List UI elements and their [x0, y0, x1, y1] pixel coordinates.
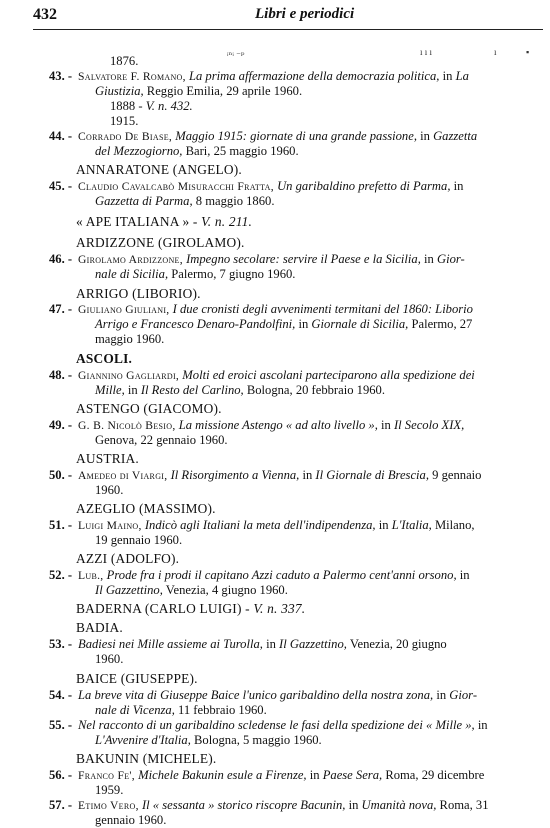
entry-text-cont: nale di Sicilia, Palermo, 7 giugno 1960. [95, 267, 296, 281]
entry-number: 44. - [49, 129, 73, 143]
entry-text: Girolamo Ardizzone, Impegno secolare: servire il Paese e la Sicilia, in Gior- [78, 252, 465, 266]
scan-mark: ı ı ı [420, 47, 433, 57]
entry-number: 48. - [49, 368, 73, 382]
page-number: 432 [33, 6, 57, 23]
entry-text-cont: 19 gennaio 1960. [95, 533, 183, 547]
entry-number: 54. - [49, 688, 73, 702]
subject-heading: ANNARATONE (ANGELO). [76, 162, 242, 177]
subject-heading: ASCOLI. [76, 351, 133, 366]
entry-text-cont: maggio 1960. [95, 332, 165, 346]
entry-number: 46. - [49, 252, 73, 266]
running-title: Libri e periodici [255, 6, 355, 22]
entry-text: Lub., Prode fra i prodi il capitano Azzi caduto a Palermo cent'anni orsono, in [78, 568, 470, 582]
entry-number: 45. - [49, 179, 73, 193]
subject-heading: AZEGLIO (MASSIMO). [76, 501, 216, 516]
entry-text: Amedeo di Viargi, Il Risorgimento a Vienna, in Il Giornale di Brescia, 9 gennaio [78, 468, 482, 482]
entry-text: Giuliano Giuliani, I due cronisti degli avvenimenti termitani del 1860: Liborio [78, 302, 473, 316]
entry-text: La breve vita di Giuseppe Baice l'unico garibaldino della nostra zona, in Gior- [78, 688, 478, 702]
entry-number: 43. - [49, 69, 73, 83]
entry-number: 53. - [49, 637, 73, 651]
entry-text-cont: Il Gazzettino, Venezia, 4 giugno 1960. [95, 583, 288, 597]
entry-text: Corrado De Biase, Maggio 1915: giornate di una grande passione, in Gazzetta [78, 129, 478, 143]
entry-text-cont: Arrigo e Francesco Denaro-Pandolfini, in Giornale di Sicilia, Palermo, 27 [95, 317, 473, 331]
subject-heading: ARDIZZONE (GIROLAMO). [76, 235, 245, 250]
entry-number: 47. - [49, 302, 73, 316]
entry-text-cont: nale di Vicenza, 11 febbraio 1960. [95, 703, 267, 717]
subject-heading: « APE ITALIANA » - V. n. 211. [76, 214, 253, 229]
scan-mark: ᵢₙᵢ ₋ₚ [227, 47, 245, 57]
entry-text-cont: Giustizia, Reggio Emilia, 29 aprile 1960. [95, 84, 303, 98]
entry-text-cont: 1915. [110, 114, 139, 128]
entry-text: G. B. Nicolò Besio, La missione Astengo « ad alto livello », in Il Secolo XIX, [78, 418, 465, 432]
entry-text-cont: 1960. [95, 483, 124, 497]
entry-text: Franco Fe', Michele Bakunin esule a Firenze, in Paese Sera, Roma, 29 dicembre [78, 768, 485, 782]
entry-number: 49. - [49, 418, 73, 432]
header-rule [33, 29, 543, 30]
entry-text: Etimo Vero, Il « sessanta » storico riscopre Bacunin, in Umanità nova, Roma, 31 [78, 798, 489, 812]
entry-text: Claudio Cavalcabò Misuracchi Fratta, Un garibaldino prefetto di Parma, in [78, 179, 464, 193]
subject-heading: AUSTRIA. [76, 451, 139, 466]
entry-text-cont: gennaio 1960. [95, 813, 167, 827]
entry-text: Salvatore F. Romano, La prima affermazione della democrazia politica, in La [78, 69, 469, 83]
entry-text: Badiesi nei Mille assieme ai Turolla, in Il Gazzettino, Venezia, 20 giugno [78, 637, 447, 651]
subject-heading: BADIA. [76, 620, 123, 635]
subject-heading: BAKUNIN (MICHELE). [76, 751, 217, 766]
entry-continuation: 1876. [110, 54, 139, 68]
entry-text-cont: del Mezzogiorno, Bari, 25 maggio 1960. [95, 144, 299, 158]
page-header [33, 6, 543, 28]
entry-text-cont: 1960. [95, 652, 124, 666]
entry-number: 52. - [49, 568, 73, 582]
entry-text: Nel racconto di un garibaldino scledense le fasi della spedizione dei « Mille », in [78, 718, 488, 732]
entry-text-cont: Mille, in Il Resto del Carlino, Bologna, 20 febbraio 1960. [95, 383, 385, 397]
entry-number: 50. - [49, 468, 73, 482]
entry-text-cont: 1959. [95, 783, 124, 797]
subject-heading: AZZI (ADOLFO). [76, 551, 180, 566]
entry-number: 51. - [49, 518, 73, 532]
subject-heading: BADERNA (CARLO LUIGI) - V. n. 337. [76, 601, 306, 616]
subject-heading: ARRIGO (LIBORIO). [76, 286, 201, 301]
entry-text: Luigi Maino, Indicò agli Italiani la meta dell'indipendenza, in L'Italia, Milano, [78, 518, 475, 532]
entry-number: 57. - [49, 798, 73, 812]
entry-number: 56. - [49, 768, 73, 782]
scan-mark: ▪ [526, 47, 530, 57]
entry-text-cont: 1888 - V. n. 432. [110, 99, 193, 113]
entry-text: Giannino Gagliardi, Molti ed eroici ascolani parteciparono alla spedizione dei [78, 368, 475, 382]
subject-heading: ASTENGO (GIACOMO). [76, 401, 222, 416]
entry-number: 55. - [49, 718, 73, 732]
scan-mark: ı [494, 47, 497, 57]
entry-text-cont: L'Avvenire d'Italia, Bologna, 5 maggio 1960. [95, 733, 322, 747]
entry-text-cont: Genova, 22 gennaio 1960. [95, 433, 228, 447]
subject-heading: BAICE (GIUSEPPE). [76, 671, 198, 686]
entry-text-cont: Gazzetta di Parma, 8 maggio 1860. [95, 194, 275, 208]
